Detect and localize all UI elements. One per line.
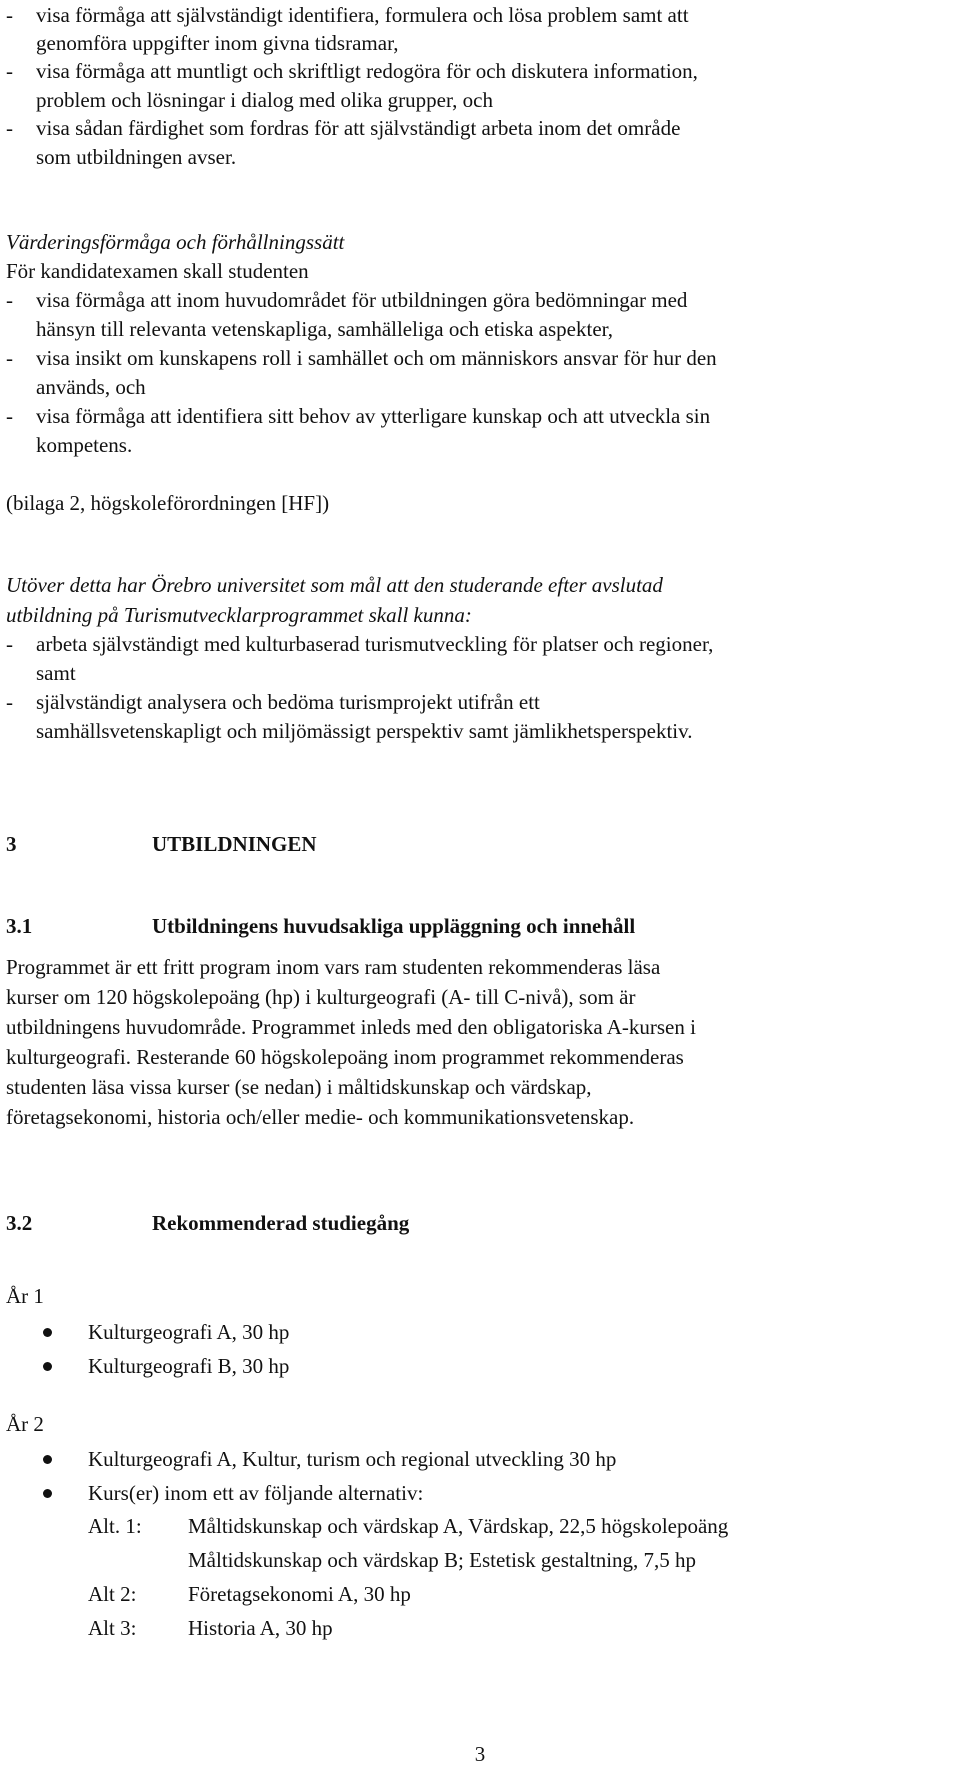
- list-item: - visa insikt om kunskapens roll i samhället och om människors ansvar för hur den: [6, 346, 717, 370]
- orebro-intro: Utöver detta har Örebro universitet som mål att den studerande efter avslutad: [6, 573, 663, 597]
- values-heading: Värderingsförmåga och förhållningssätt: [6, 230, 345, 254]
- list-item: Kulturgeografi B, 30 hp: [0, 1354, 960, 1378]
- list-item: - visa förmåga att inom huvudområdet för utbildningen göra bedömningar med: [6, 288, 688, 312]
- legal-reference: (bilaga 2, högskoleförordningen [HF]): [6, 491, 330, 515]
- bullet-icon: [43, 1362, 52, 1371]
- dash-marker: -: [6, 632, 13, 656]
- list-item: Kulturgeografi A, 30 hp: [0, 1320, 960, 1344]
- subsection-heading: 3.2 Rekommenderad studiegång: [6, 1211, 410, 1235]
- dash-marker: -: [6, 690, 13, 714]
- dash-marker: -: [6, 3, 13, 27]
- list-item: - självständigt analysera och bedöma turismprojekt utifrån ett: [6, 690, 540, 714]
- subsection-heading: 3.1 Utbildningens huvudsakliga uppläggning och innehåll: [6, 914, 636, 938]
- list-item: - arbeta självständigt med kulturbaserad turismutveckling för platser och regioner,: [6, 632, 714, 656]
- dash-marker: -: [6, 59, 13, 83]
- year-2-label: År 2: [6, 1412, 44, 1436]
- list-item: - visa förmåga att självständigt identifiera, formulera och lösa problem samt att: [6, 3, 689, 27]
- section-heading: 3 UTBILDNINGEN: [6, 832, 317, 856]
- page-number: 3: [474, 1742, 486, 1766]
- list-item: - visa förmåga att muntligt och skriftligt redogöra för och diskutera information,: [6, 59, 698, 83]
- document-page: - visa förmåga att självständigt identifiera, formulera och lösa problem samt att genomföra uppgifter inom givna tidsramar, - visa förmåga att muntligt och skriftligt redogöra för och diskutera information, problem och lösningar i dialog med olika grupper, och - visa sådan färdighet som fordras för att självständigt arbeta inom det område som utbildningen avser. Värderingsförmåga och förhållningssätt För kandidatexamen skall studenten - visa förmåga att inom huvudområdet för utbildningen göra bedömningar med hänsyn till relevanta vetenskapliga, samhälleliga och etiska aspekter, - visa insikt om kunskapens roll i samhället och om människors ansvar för hur den används, och - visa förmåga att identifiera sitt behov av ytterligare kunskap och att utveckla sin kompetens. (bilaga 2, högskoleförordningen [HF]) Utöver detta har Örebro universitet som mål att den studerande efter avslutad utbildning på Turismutvecklarprogrammet skall kunna: - arbeta självständigt med kulturbaserad turismutveckling för platser och regioner, samt - självständigt analysera och bedöma turismprojekt utifrån ett samhällsvetenskapligt och miljömässigt perspektiv samt jämlikhetsperspektiv. 3 UTBILDNINGEN 3.1 Utbildningens huvudsakliga uppläggning och innehåll Programmet är ett fritt program inom vars ram studenten rekommenderas läsa kurser om 120 högskolepoäng (hp) i kulturgeografi (A- till C-nivå), som är utbildningens huvudområde. Programmet inleds med den obligatoriska A-kursen i kulturgeografi. Resterande 60 högskolepoäng inom programmet rekommenderas studenten läsa vissa kurser (se nedan) i måltidskunskap och värdskap, företagsekonomi, historia och/eller medie- och kommunikationsvetenskap. 3.2 Rekommenderad studiegång År 1 Kulturgeografi A, 30 hp Kulturgeografi B, 30 hp År 2 Kulturgeografi A, Kultur, turism och regional utveckling 30 hp Kurs(er) inom ett av följande alternativ: Alt. 1: Måltidskunskap och värdskap A, Värdskap, 22,5 högskolepoäng Måltidskunskap och värdskap B; Estetisk gestaltning, 7,5 hp Alt 2: Företagsekonomi A, 30 hp Alt 3: Historia A, 30 hp 3: [0, 0, 960, 1774]
- list-item: - visa förmåga att identifiera sitt behov av ytterligare kunskap och att utveckla sin: [6, 404, 711, 428]
- alternative-row: Alt 3: Historia A, 30 hp: [88, 1616, 333, 1640]
- bullet-icon: [43, 1455, 52, 1464]
- values-lead: För kandidatexamen skall studenten: [6, 259, 309, 283]
- list-item: Kulturgeografi A, Kultur, turism och regional utveckling 30 hp: [0, 1447, 960, 1471]
- list-item: - visa sådan färdighet som fordras för att självständigt arbeta inom det område: [6, 116, 681, 140]
- dash-marker: -: [6, 288, 13, 312]
- bullet-icon: [43, 1489, 52, 1498]
- alternative-row: Alt. 1: Måltidskunskap och värdskap A, Värdskap, 22,5 högskolepoäng: [88, 1514, 729, 1538]
- list-item: Kurs(er) inom ett av följande alternativ:: [0, 1481, 960, 1505]
- bullet-icon: [43, 1328, 52, 1337]
- year-1-label: År 1: [6, 1284, 44, 1308]
- dash-marker: -: [6, 404, 13, 428]
- dash-marker: -: [6, 346, 13, 370]
- dash-marker: -: [6, 116, 13, 140]
- alternative-row: Alt 2: Företagsekonomi A, 30 hp: [88, 1582, 411, 1606]
